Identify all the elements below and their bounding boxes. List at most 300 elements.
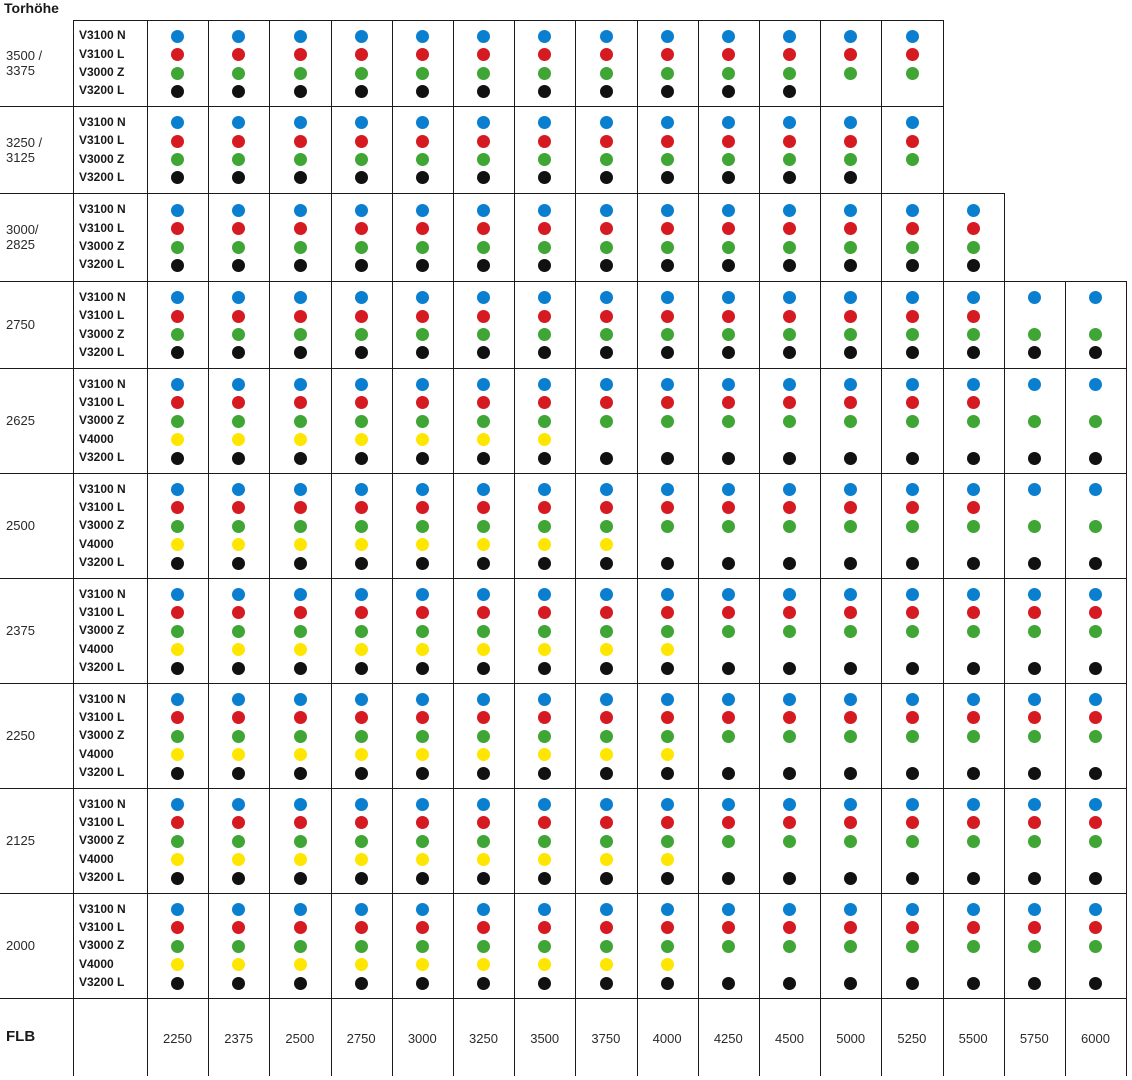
availability-dot bbox=[355, 310, 368, 323]
availability-dot bbox=[416, 241, 429, 254]
cell-border bbox=[208, 683, 209, 788]
availability-dot bbox=[171, 222, 184, 235]
availability-dot bbox=[294, 433, 307, 446]
availability-dot bbox=[783, 662, 796, 675]
cell-border bbox=[73, 106, 74, 193]
availability-dot bbox=[783, 588, 796, 601]
availability-dot bbox=[600, 538, 613, 551]
availability-dot bbox=[232, 204, 245, 217]
availability-dot bbox=[783, 171, 796, 184]
availability-dot bbox=[844, 730, 857, 743]
cell-border bbox=[1004, 788, 1005, 893]
model-label: V3200 L bbox=[79, 450, 125, 465]
model-label: V3000 Z bbox=[79, 623, 125, 638]
cell-border bbox=[269, 683, 270, 788]
cell-border bbox=[575, 281, 576, 368]
availability-dot bbox=[906, 452, 919, 465]
cell-border bbox=[392, 893, 393, 998]
model-label: V3100 L bbox=[79, 499, 125, 514]
cell-border bbox=[208, 193, 209, 281]
cell-border bbox=[147, 106, 148, 193]
availability-dot bbox=[783, 346, 796, 359]
availability-dot bbox=[355, 921, 368, 934]
cell-border bbox=[73, 20, 74, 106]
availability-dot bbox=[538, 606, 551, 619]
height-label: 2500 bbox=[6, 518, 35, 533]
availability-dot bbox=[722, 483, 735, 496]
availability-dot bbox=[538, 662, 551, 675]
cell-border bbox=[1065, 788, 1066, 893]
availability-dot bbox=[477, 135, 490, 148]
availability-dot bbox=[171, 483, 184, 496]
availability-dot bbox=[844, 501, 857, 514]
availability-dot bbox=[906, 135, 919, 148]
availability-dot bbox=[232, 662, 245, 675]
cell-border bbox=[943, 683, 944, 788]
availability-dot bbox=[232, 85, 245, 98]
availability-dot bbox=[844, 415, 857, 428]
availability-dot bbox=[355, 625, 368, 638]
availability-dot bbox=[906, 396, 919, 409]
availability-dot bbox=[294, 921, 307, 934]
availability-dot bbox=[722, 116, 735, 129]
availability-dot bbox=[1028, 452, 1041, 465]
availability-dot bbox=[661, 67, 674, 80]
availability-dot bbox=[722, 977, 735, 990]
availability-dot bbox=[722, 835, 735, 848]
availability-dot bbox=[906, 204, 919, 217]
availability-dot bbox=[355, 222, 368, 235]
availability-dot bbox=[844, 30, 857, 43]
availability-dot bbox=[171, 730, 184, 743]
availability-dot bbox=[1089, 415, 1102, 428]
availability-dot bbox=[661, 171, 674, 184]
availability-dot bbox=[783, 396, 796, 409]
cell-border bbox=[943, 893, 944, 998]
cell-border bbox=[637, 683, 638, 788]
availability-dot bbox=[906, 662, 919, 675]
availability-dot bbox=[783, 241, 796, 254]
availability-dot bbox=[538, 241, 551, 254]
width-label: 4000 bbox=[652, 1031, 682, 1046]
availability-dot bbox=[1089, 835, 1102, 848]
availability-dot bbox=[355, 116, 368, 129]
availability-dot bbox=[232, 346, 245, 359]
height-label: 2625 bbox=[6, 413, 35, 428]
cell-border bbox=[147, 193, 148, 281]
availability-dot bbox=[1028, 977, 1041, 990]
cell-border bbox=[514, 788, 515, 893]
availability-dot bbox=[783, 259, 796, 272]
availability-dot bbox=[600, 452, 613, 465]
availability-dot bbox=[232, 116, 245, 129]
availability-dot bbox=[906, 116, 919, 129]
availability-dot bbox=[844, 662, 857, 675]
availability-dot bbox=[416, 958, 429, 971]
availability-dot bbox=[1089, 977, 1102, 990]
availability-dot bbox=[661, 872, 674, 885]
availability-dot bbox=[844, 606, 857, 619]
availability-dot bbox=[906, 711, 919, 724]
availability-dot bbox=[600, 853, 613, 866]
availability-dot bbox=[722, 310, 735, 323]
cell-border bbox=[943, 281, 944, 368]
availability-dot bbox=[600, 328, 613, 341]
availability-dot bbox=[416, 816, 429, 829]
availability-dot bbox=[1028, 872, 1041, 885]
availability-dot bbox=[171, 748, 184, 761]
availability-dot bbox=[477, 501, 490, 514]
availability-dot bbox=[783, 816, 796, 829]
availability-dot bbox=[967, 310, 980, 323]
availability-dot bbox=[477, 711, 490, 724]
cell-border bbox=[1126, 998, 1127, 1076]
availability-dot bbox=[171, 711, 184, 724]
availability-dot bbox=[416, 310, 429, 323]
cell-border bbox=[1004, 193, 1005, 281]
availability-dot bbox=[1089, 291, 1102, 304]
availability-dot bbox=[416, 415, 429, 428]
cell-border bbox=[331, 20, 332, 106]
cell-border bbox=[637, 193, 638, 281]
availability-dot bbox=[538, 730, 551, 743]
availability-dot bbox=[538, 711, 551, 724]
availability-dot bbox=[232, 588, 245, 601]
availability-dot bbox=[416, 328, 429, 341]
availability-dot bbox=[477, 903, 490, 916]
model-label: V3100 L bbox=[79, 133, 125, 148]
height-label: 2250 bbox=[6, 728, 35, 743]
availability-dot bbox=[416, 643, 429, 656]
availability-dot bbox=[783, 872, 796, 885]
cell-border bbox=[208, 106, 209, 193]
availability-dot bbox=[906, 310, 919, 323]
cell-border bbox=[514, 281, 515, 368]
model-label: V3100 L bbox=[79, 308, 125, 323]
availability-dot bbox=[538, 259, 551, 272]
availability-dot bbox=[477, 921, 490, 934]
availability-dot bbox=[355, 940, 368, 953]
availability-dot bbox=[844, 135, 857, 148]
availability-dot bbox=[1028, 662, 1041, 675]
availability-dot bbox=[906, 798, 919, 811]
availability-dot bbox=[600, 378, 613, 391]
availability-dot bbox=[171, 153, 184, 166]
availability-dot bbox=[783, 48, 796, 61]
availability-dot bbox=[538, 415, 551, 428]
availability-dot bbox=[538, 346, 551, 359]
availability-dot bbox=[600, 730, 613, 743]
availability-dot bbox=[355, 767, 368, 780]
availability-dot bbox=[661, 853, 674, 866]
availability-dot bbox=[661, 798, 674, 811]
model-label: V3100 N bbox=[79, 376, 126, 391]
cell-border bbox=[575, 473, 576, 578]
availability-dot bbox=[600, 67, 613, 80]
cell-border bbox=[759, 368, 760, 473]
cell-border bbox=[147, 788, 148, 893]
availability-dot bbox=[477, 378, 490, 391]
cell-border bbox=[269, 368, 270, 473]
availability-dot bbox=[783, 730, 796, 743]
cell-border bbox=[759, 578, 760, 683]
availability-dot bbox=[906, 816, 919, 829]
availability-dot bbox=[600, 940, 613, 953]
availability-dot bbox=[416, 798, 429, 811]
cell-border bbox=[575, 368, 576, 473]
availability-dot bbox=[232, 452, 245, 465]
availability-dot bbox=[661, 328, 674, 341]
cell-border bbox=[147, 20, 148, 106]
availability-dot bbox=[967, 557, 980, 570]
cell-border bbox=[392, 578, 393, 683]
availability-dot bbox=[600, 116, 613, 129]
cell-border bbox=[820, 106, 821, 193]
availability-dot bbox=[906, 940, 919, 953]
availability-dot bbox=[294, 483, 307, 496]
availability-dot bbox=[171, 116, 184, 129]
availability-dot bbox=[477, 816, 490, 829]
availability-dot bbox=[355, 693, 368, 706]
cell-border bbox=[147, 893, 148, 998]
availability-dot bbox=[1028, 798, 1041, 811]
availability-dot bbox=[722, 378, 735, 391]
cell-border bbox=[331, 368, 332, 473]
availability-dot bbox=[355, 452, 368, 465]
availability-dot bbox=[1089, 625, 1102, 638]
cell-border bbox=[943, 788, 944, 893]
cell-border bbox=[943, 106, 944, 193]
availability-dot bbox=[477, 171, 490, 184]
availability-dot bbox=[416, 748, 429, 761]
availability-dot bbox=[355, 977, 368, 990]
cell-border bbox=[881, 473, 882, 578]
cell-border bbox=[820, 893, 821, 998]
cell-border bbox=[759, 20, 760, 106]
model-label: V3000 Z bbox=[79, 728, 125, 743]
cell-border bbox=[73, 281, 74, 368]
availability-dot bbox=[722, 730, 735, 743]
model-label: V3200 L bbox=[79, 975, 125, 990]
row-divider bbox=[0, 893, 1126, 894]
availability-dot bbox=[171, 977, 184, 990]
availability-dot bbox=[232, 711, 245, 724]
availability-dot bbox=[722, 662, 735, 675]
cell-border bbox=[208, 281, 209, 368]
availability-dot bbox=[477, 557, 490, 570]
model-label: V3100 L bbox=[79, 814, 125, 829]
cell-border bbox=[1126, 473, 1127, 578]
availability-dot bbox=[171, 940, 184, 953]
availability-dot bbox=[416, 116, 429, 129]
availability-dot bbox=[171, 835, 184, 848]
cell-border bbox=[575, 683, 576, 788]
availability-dot bbox=[477, 396, 490, 409]
availability-dot bbox=[477, 693, 490, 706]
availability-dot bbox=[355, 872, 368, 885]
availability-dot bbox=[538, 116, 551, 129]
availability-dot bbox=[906, 153, 919, 166]
availability-dot bbox=[1028, 520, 1041, 533]
availability-dot bbox=[967, 588, 980, 601]
availability-dot bbox=[416, 67, 429, 80]
model-label: V3000 Z bbox=[79, 326, 125, 341]
cell-border bbox=[147, 281, 148, 368]
availability-dot bbox=[355, 328, 368, 341]
availability-dot bbox=[477, 48, 490, 61]
availability-dot bbox=[661, 85, 674, 98]
row-divider bbox=[73, 20, 943, 21]
availability-dot bbox=[294, 171, 307, 184]
availability-dot bbox=[171, 171, 184, 184]
availability-dot bbox=[967, 977, 980, 990]
availability-dot bbox=[416, 693, 429, 706]
availability-dot bbox=[1028, 346, 1041, 359]
availability-dot bbox=[600, 872, 613, 885]
cell-border bbox=[637, 788, 638, 893]
availability-dot bbox=[661, 153, 674, 166]
availability-dot bbox=[967, 835, 980, 848]
availability-dot bbox=[477, 483, 490, 496]
availability-dot bbox=[355, 643, 368, 656]
availability-dot bbox=[294, 693, 307, 706]
model-label: V4000 bbox=[79, 746, 114, 761]
availability-dot bbox=[538, 643, 551, 656]
cell-border bbox=[698, 368, 699, 473]
availability-dot bbox=[355, 835, 368, 848]
availability-dot bbox=[294, 643, 307, 656]
availability-dot bbox=[661, 30, 674, 43]
availability-dot bbox=[294, 67, 307, 80]
availability-dot bbox=[232, 798, 245, 811]
model-label: V3200 L bbox=[79, 870, 125, 885]
availability-dot bbox=[600, 588, 613, 601]
availability-dot bbox=[722, 452, 735, 465]
availability-dot bbox=[844, 153, 857, 166]
availability-dot bbox=[600, 30, 613, 43]
availability-dot bbox=[477, 872, 490, 885]
cell-border bbox=[637, 20, 638, 106]
availability-dot bbox=[416, 538, 429, 551]
availability-dot bbox=[661, 557, 674, 570]
availability-dot bbox=[171, 415, 184, 428]
height-label: 2125 bbox=[6, 833, 35, 848]
height-label: 2750 bbox=[6, 317, 35, 332]
cell-border bbox=[759, 683, 760, 788]
availability-dot bbox=[294, 958, 307, 971]
availability-dot bbox=[538, 30, 551, 43]
availability-dot bbox=[171, 135, 184, 148]
availability-dot bbox=[722, 693, 735, 706]
availability-dot bbox=[844, 872, 857, 885]
availability-dot bbox=[1089, 940, 1102, 953]
availability-dot bbox=[1089, 557, 1102, 570]
cell-border bbox=[637, 473, 638, 578]
availability-dot bbox=[294, 30, 307, 43]
availability-dot bbox=[294, 816, 307, 829]
availability-dot bbox=[477, 30, 490, 43]
availability-dot bbox=[355, 501, 368, 514]
availability-dot bbox=[600, 310, 613, 323]
availability-dot bbox=[477, 977, 490, 990]
availability-dot bbox=[906, 501, 919, 514]
availability-dot bbox=[538, 748, 551, 761]
model-label: V3200 L bbox=[79, 344, 125, 359]
availability-dot bbox=[1089, 483, 1102, 496]
availability-dot bbox=[600, 693, 613, 706]
availability-dot bbox=[355, 30, 368, 43]
model-label: V4000 bbox=[79, 851, 114, 866]
availability-dot bbox=[783, 483, 796, 496]
cell-border bbox=[1004, 281, 1005, 368]
availability-dot bbox=[844, 483, 857, 496]
availability-dot bbox=[1028, 625, 1041, 638]
availability-dot bbox=[661, 921, 674, 934]
availability-dot bbox=[171, 67, 184, 80]
availability-dot bbox=[416, 921, 429, 934]
availability-dot bbox=[906, 730, 919, 743]
availability-dot bbox=[783, 378, 796, 391]
availability-dot bbox=[232, 625, 245, 638]
availability-dot bbox=[600, 557, 613, 570]
availability-dot bbox=[416, 625, 429, 638]
availability-dot bbox=[171, 346, 184, 359]
availability-dot bbox=[600, 662, 613, 675]
availability-dot bbox=[477, 748, 490, 761]
availability-dot bbox=[232, 693, 245, 706]
model-label: V3100 N bbox=[79, 28, 126, 43]
availability-dot bbox=[661, 135, 674, 148]
availability-dot bbox=[294, 767, 307, 780]
availability-dot bbox=[477, 259, 490, 272]
availability-dot bbox=[538, 903, 551, 916]
availability-dot bbox=[355, 433, 368, 446]
availability-dot bbox=[171, 643, 184, 656]
availability-dot bbox=[783, 903, 796, 916]
availability-dot bbox=[294, 259, 307, 272]
availability-dot bbox=[906, 606, 919, 619]
availability-dot bbox=[294, 625, 307, 638]
cell-border bbox=[759, 106, 760, 193]
availability-dot bbox=[171, 872, 184, 885]
availability-dot bbox=[722, 921, 735, 934]
availability-dot bbox=[967, 222, 980, 235]
availability-dot bbox=[232, 259, 245, 272]
availability-dot bbox=[294, 116, 307, 129]
availability-dot bbox=[355, 538, 368, 551]
availability-dot bbox=[967, 501, 980, 514]
availability-dot bbox=[600, 483, 613, 496]
cell-border bbox=[208, 473, 209, 578]
availability-dot bbox=[906, 872, 919, 885]
availability-dot bbox=[416, 940, 429, 953]
availability-dot bbox=[477, 940, 490, 953]
cell-border bbox=[392, 368, 393, 473]
cell-border bbox=[698, 281, 699, 368]
availability-dot bbox=[783, 67, 796, 80]
availability-dot bbox=[722, 48, 735, 61]
availability-dot bbox=[661, 816, 674, 829]
cell-border bbox=[514, 106, 515, 193]
availability-dot bbox=[722, 940, 735, 953]
availability-dot bbox=[1089, 662, 1102, 675]
availability-dot bbox=[538, 625, 551, 638]
availability-dot bbox=[844, 48, 857, 61]
availability-dot bbox=[355, 816, 368, 829]
cell-border bbox=[269, 473, 270, 578]
width-label: 2500 bbox=[285, 1031, 315, 1046]
availability-dot bbox=[967, 396, 980, 409]
